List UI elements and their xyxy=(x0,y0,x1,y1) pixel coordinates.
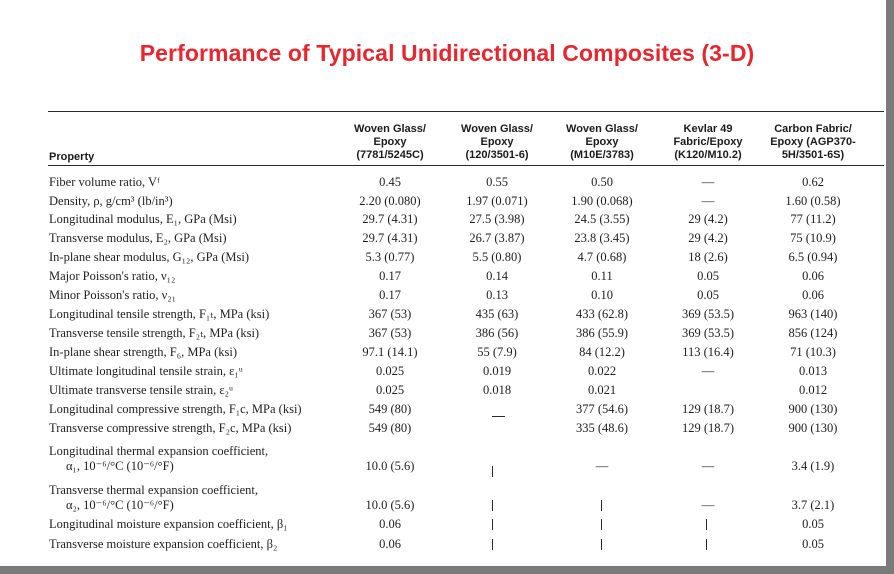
table-cell: 386 (55.9) xyxy=(575,326,629,340)
table-cell: 549 (80) xyxy=(368,421,412,435)
row-property-label: Density, ρ, g/cm³ (lb/in³) xyxy=(49,194,173,208)
table-cell: 367 (53) xyxy=(368,326,412,340)
table-cell: 77 (11.2) xyxy=(790,212,836,226)
row-property-label: Longitudinal thermal expansion coefficient, xyxy=(49,444,269,458)
table-cell: 5.5 (0.80) xyxy=(472,250,522,264)
table-cell: 23.8 (3.45) xyxy=(574,231,630,245)
table-cell: 97.1 (14.1) xyxy=(362,345,418,359)
empty-cell-mark xyxy=(706,539,707,550)
table-cell: 0.10 xyxy=(591,288,613,302)
table-cell: 0.50 xyxy=(591,175,613,189)
table-cell: 29.7 (4.31) xyxy=(362,212,418,226)
page-shadow-bottom xyxy=(0,566,894,574)
table-cell: 84 (12.2) xyxy=(579,345,625,359)
table-cell: 0.17 xyxy=(379,269,401,283)
table-cell: 0.021 xyxy=(587,383,617,397)
row-property-label: In-plane shear strength, F₆, MPa (ksi) xyxy=(49,345,238,359)
table-cell: — xyxy=(701,498,715,512)
table-cell: 129 (18.7) xyxy=(681,421,735,435)
table-cell: 0.025 xyxy=(375,364,405,378)
table-cell: 5.3 (0.77) xyxy=(365,250,415,264)
empty-cell-mark xyxy=(492,539,493,550)
table-cell: — xyxy=(595,459,609,473)
table-cell: 3.4 (1.9) xyxy=(791,459,835,473)
table-cell: 0.55 xyxy=(486,175,508,189)
table-cell: 0.11 xyxy=(591,269,613,283)
row-property-label: Longitudinal moisture expansion coefficient, β₁ xyxy=(49,517,288,531)
table-cell: 0.17 xyxy=(379,288,401,302)
table-cell: 900 (130) xyxy=(788,421,838,435)
table-cell: 1.97 (0.071) xyxy=(466,194,528,208)
row-property-label: Transverse modulus, E₂, GPa (Msi) xyxy=(49,231,227,245)
table-cell: 0.06 xyxy=(802,269,824,283)
table-cell: 435 (63) xyxy=(475,307,519,321)
table-top-rule xyxy=(48,111,884,112)
row-property-label: Longitudinal tensile strength, F₁ₜ, MPa (ksi) xyxy=(49,307,270,321)
table-cell: 3.7 (2.1) xyxy=(791,498,835,512)
row-property-label: Fiber volume ratio, Vᶠ xyxy=(49,175,160,189)
table-cell: 0.013 xyxy=(798,364,828,378)
page-shadow-right xyxy=(886,0,894,574)
table-header-rule xyxy=(48,165,884,166)
table-cell: 900 (130) xyxy=(788,402,838,416)
empty-cell-mark xyxy=(492,416,505,417)
table-cell: 0.62 xyxy=(802,175,824,189)
table-cell: — xyxy=(701,194,715,208)
table-cell: 963 (140) xyxy=(788,307,838,321)
table-cell: 0.022 xyxy=(587,364,617,378)
row-property-label: Transverse compressive strength, F₂c, MPa (ksi) xyxy=(49,421,292,435)
table-cell: 113 (16.4) xyxy=(682,345,734,359)
table-cell: 386 (56) xyxy=(475,326,519,340)
table-cell: 367 (53) xyxy=(368,307,412,321)
row-property-label: Ultimate transverse tensile strain, ε₂ᵘ xyxy=(49,383,234,397)
table-cell: — xyxy=(701,459,715,473)
table-cell: 10.0 (5.6) xyxy=(365,498,415,512)
row-property-label: Longitudinal compressive strength, F₁c, MPa (ksi) xyxy=(49,402,302,416)
table-cell: 0.45 xyxy=(379,175,401,189)
table-cell: 18 (2.6) xyxy=(688,250,728,264)
table-cell: 0.14 xyxy=(486,269,508,283)
table-cell: 4.7 (0.68) xyxy=(577,250,627,264)
table-cell: 369 (53.5) xyxy=(681,307,735,321)
table-cell: 29.7 (4.31) xyxy=(362,231,418,245)
table-cell: 369 (53.5) xyxy=(681,326,735,340)
empty-cell-mark xyxy=(492,466,493,477)
table-cell: 377 (54.6) xyxy=(575,402,629,416)
row-property-label-line2: α₁, 10⁻⁶/°C (10⁻⁶/°F) xyxy=(66,459,174,473)
table-cell: 24.5 (3.55) xyxy=(574,212,630,226)
table-cell: 1.60 (0.58) xyxy=(785,194,841,208)
header-col-woven-glass-m10e: Woven Glass/ Epoxy (M10E/3783) xyxy=(566,123,638,161)
header-col-woven-glass-7781: Woven Glass/ Epoxy (7781/5245C) xyxy=(354,123,426,161)
row-property-label: Major Poisson's ratio, ν₁₂ xyxy=(49,269,176,283)
table-cell: 55 (7.9) xyxy=(477,345,517,359)
table-cell: 0.05 xyxy=(802,517,824,531)
row-property-label-line2: α₂, 10⁻⁶/°C (10⁻⁶/°F) xyxy=(66,498,174,512)
table-cell: 0.13 xyxy=(486,288,508,302)
table-cell: 0.06 xyxy=(379,537,401,551)
row-property-label: Minor Poisson's ratio, ν₂₁ xyxy=(49,288,177,302)
table-cell: 71 (10.3) xyxy=(790,345,836,359)
table-cell: 26.7 (3.87) xyxy=(469,231,525,245)
table-cell: 0.05 xyxy=(697,269,719,283)
table-cell: 129 (18.7) xyxy=(681,402,735,416)
table-cell: 0.05 xyxy=(697,288,719,302)
row-property-label: Transverse moisture expansion coefficient, β₂ xyxy=(49,537,278,551)
table-cell: 1.90 (0.068) xyxy=(571,194,633,208)
empty-cell-mark xyxy=(601,539,602,550)
table-cell: 0.012 xyxy=(798,383,828,397)
slide-title: Performance of Typical Unidirectional Composites (3-D) xyxy=(139,40,755,66)
table-cell: 0.05 xyxy=(802,537,824,551)
header-col-kevlar-49: Kevlar 49 Fabric/Epoxy (K120/M10.2) xyxy=(673,123,743,161)
row-property-label: Transverse tensile strength, F₂ₜ, MPa (ksi) xyxy=(49,326,260,340)
row-property-label: Longitudinal modulus, E₁, GPa (Msi) xyxy=(49,212,237,226)
empty-cell-mark xyxy=(492,519,493,530)
header-col-woven-glass-120: Woven Glass/ Epoxy (120/3501-6) xyxy=(461,123,533,161)
table-cell: 433 (62.8) xyxy=(575,307,629,321)
row-property-label: Ultimate longitudinal tensile strain, ε₁ᵘ xyxy=(49,364,243,378)
table-cell: — xyxy=(701,175,715,189)
table-cell: 0.018 xyxy=(482,383,512,397)
table-cell: 0.06 xyxy=(802,288,824,302)
table-cell: 29 (4.2) xyxy=(688,231,728,245)
table-cell: 856 (124) xyxy=(788,326,838,340)
empty-cell-mark xyxy=(706,519,707,530)
header-col-carbon-fabric: Carbon Fabric/ Epoxy (AGP370- 5H/3501-6S) xyxy=(770,123,856,161)
row-property-label: Transverse thermal expansion coefficient, xyxy=(49,483,258,497)
table-cell: 10.0 (5.6) xyxy=(365,459,415,473)
empty-cell-mark xyxy=(601,500,602,511)
table-cell: 2.20 (0.080) xyxy=(359,194,421,208)
table-cell: 0.06 xyxy=(379,517,401,531)
table-cell: 75 (10.9) xyxy=(790,231,836,245)
table-cell: 6.5 (0.94) xyxy=(788,250,838,264)
table-cell: 0.025 xyxy=(375,383,405,397)
empty-cell-mark xyxy=(492,500,493,511)
table-cell: 27.5 (3.98) xyxy=(469,212,525,226)
header-property: Property xyxy=(49,151,95,163)
table-cell: 29 (4.2) xyxy=(688,212,728,226)
row-property-label: In-plane shear modulus, G₁₂, GPa (Msi) xyxy=(49,250,249,264)
empty-cell-mark xyxy=(601,519,602,530)
table-cell: — xyxy=(701,364,715,378)
table-cell: 335 (48.6) xyxy=(575,421,629,435)
table-cell: 0.019 xyxy=(482,364,512,378)
table-cell: 549 (80) xyxy=(368,402,412,416)
